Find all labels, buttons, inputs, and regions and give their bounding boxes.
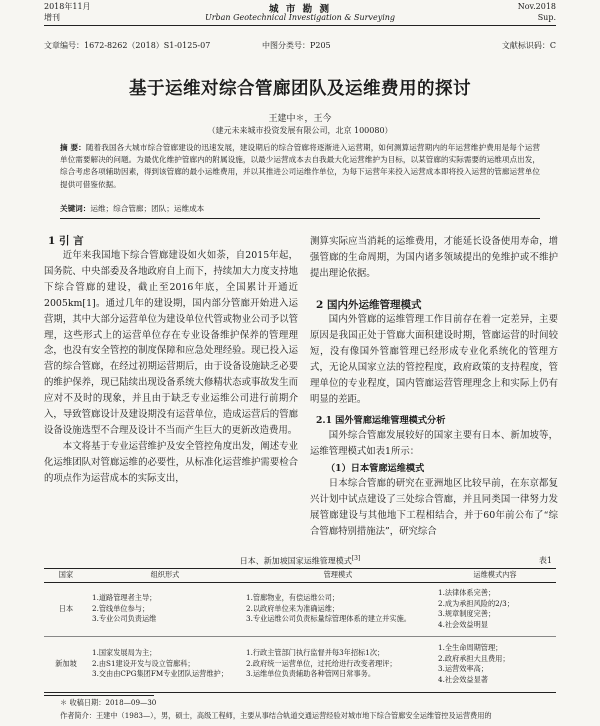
abstract-rule	[60, 218, 540, 219]
keywords	[60, 203, 540, 215]
intro-paragraph-2: 本文将基于专业运营维护及安全管控角度出发，阐述专业化运维团队对管廊运维的必要性，从标准化运营维护需要检合的项点作为运营成本的实际支出，	[44, 440, 298, 484]
table-row	[44, 636, 556, 692]
section-1-heading: 1 引 言	[48, 235, 84, 247]
keywords-text: 运维；综合管廊；团队；运维成本	[90, 204, 205, 213]
section-2-text	[310, 312, 558, 407]
article-number: 文章编号：1672-8262（2018）S1-0125-07	[44, 41, 211, 50]
intro-paragraph-1: 近年来我国地下综合管廊建设如火如荼，自2015年起，国务院、中央部委及各地政府自上而下，持续加大力度支持地下综合管廊的建设，截止至2016年底，全国累计开通近2005km[1]。通过几年的建设期，国内部分管廊开始进入运营期，其中大部分运营单位为建设单位代管或物业公司予以管理，这些形式上的运营单位存在专业设备维护保养的管理理念，也没有安全管控的制度保障和应急处理经验。现已投入运营的综合管廊，在经过初期运营期后，由于设备设施缺乏必要的维护保养，现已陆续出现设备系统大修精状态或事故发生而应对不及时的现象，并且由于缺乏专业运维公司进行前期介入，导致管廊设计及建设期没有运营单位，造成运营后的管廊设备设施选型不合理及设计不当而产生巨大的更新改造费用。	[44, 250, 298, 436]
header-supp: Sup.	[537, 13, 556, 22]
table-1	[44, 568, 556, 693]
section-2-heading: 2 国内外运维管理模式	[316, 299, 422, 311]
table-header-mgmt: 管理模式	[242, 569, 434, 583]
japan-paragraph: 日本综合管廊的研究在亚洲地区比较早前，在东京都复兴计划中试点建设了三处综合管廊，并且同类国一律努力发展管廊建设与其他地下工程相结合，并于60年前公布了“综合管廊特别措施法”，研究综合	[310, 478, 558, 537]
affiliation: （建元未来城市投资发展有限公司，北京 100080）	[207, 126, 393, 135]
section-2-1-heading: 2.1 国外管廊运维管理模式分析	[316, 415, 446, 426]
journal-title-en: Urban Geotechnical Investigation & Surveying	[204, 13, 396, 22]
japan-mode-heading: （1）日本管廊运维模式	[326, 463, 425, 474]
table-cell-country: 新加坡	[44, 636, 88, 692]
abstract	[60, 142, 540, 191]
table-cell-mgmt: 1.行政主管部门执行监督并每3年招标1次； 2.政府统一运营单位，过托给进行改变者理评； 3.运维单位负责辅助各种管网日常事务。	[242, 636, 434, 692]
left-column-text	[44, 248, 298, 487]
table-cell-content: 1.全生命周期管理； 2.政府承担大且费用； 3.运营效率高； 4.社会效益显著	[434, 636, 556, 692]
table-header-country: 国家	[44, 569, 88, 583]
abstract-label: 摘 要：	[60, 143, 86, 152]
table-cell-org: 1.道路管理者主导； 2.管线单位参与； 3.专业公司负责运维	[88, 582, 242, 636]
right-column-continuation	[310, 234, 558, 282]
journal-title-cn: 城 市 勘 测	[269, 4, 331, 15]
table-header-content: 运维模式内容	[434, 569, 556, 583]
table-cell-content: 1.法律体系完善； 2.成为承担风险的2/3； 3.规章制度完善； 4.社会效益明显	[434, 582, 556, 636]
table-cell-country: 日本	[44, 582, 88, 636]
section-2-1-1-heading	[326, 460, 424, 474]
table-cell-org: 1.国家发展局为主； 2.由S1建设开发与设立管廊科； 3.交由由CPG集团FM专业团队运营维护；	[88, 636, 242, 692]
table-caption-ref: [3]	[351, 555, 361, 562]
section-2-1-paragraph: 国外综合管廊发展较好的国家主要有日本、新加坡等，运维管理模式如表1所示：	[310, 430, 558, 457]
table-caption-text: 日本、新加坡国家运维管理模式	[239, 556, 352, 566]
table-cell-mgmt: 1.管廊物业，有偿运维公司； 2.以政府单位来为准确运维； 3.专业运维公司负责标量综管理体系的建立并实施。	[242, 582, 434, 636]
paper-title: 基于运维对综合管廊团队及运维费用的探讨	[129, 79, 471, 99]
footnote-rule	[44, 695, 154, 696]
table-header-row	[44, 569, 556, 583]
intro-continued-paragraph: 测算实际应当消耗的运维费用，才能延长设备使用寿命，增强管廊的生命周期，为国内诸多领域提出的免维护或不维护提出理论依据。	[310, 236, 558, 279]
section-2-1-1-text	[310, 476, 558, 540]
clc-number: 中图分类号：P205	[262, 41, 331, 50]
document-code: 文献标识码：C	[501, 41, 556, 50]
section-2-paragraph: 国内外管廊的运维管理工作目前存在着一定差异，主要原因是我国正处于管廊大面积建设时期，管廊运营的时间较短，没有像国外管廊管理已经形成专业化系统化的管理方式，无论从国家立法的管控程度，政府政策的支持程度，管理单位的专业程度，国内管廊运营管理理念上和实际上仍有明显的差距。	[310, 314, 558, 405]
header-date: 2018年11月	[44, 2, 91, 11]
table-number: 表1	[538, 556, 552, 565]
table-header-org: 组织形式	[88, 569, 242, 583]
header-date-en: Nov.2018	[517, 2, 556, 11]
abstract-text: 随着我国各大城市综合管廊建设的迅速发展，建设期后的综合管廊将逐渐进入运营期，如何测算运营期内的年运营维护费用是每个运营单位需要解决的问题。为最优化维护管廊内的附属设施，以最少运营成本去自我最大化运营维护为目标，以某管廊的实际需要的运维项点出发，综合考虑各项辅助因素，得到该管廊的最小运维费用，并以其推进公司运维作单位，为每下运营年来投入运营成本即将投入运营的管廊运营单位提供可借鉴依据。	[60, 143, 540, 189]
table-caption	[44, 555, 556, 567]
header-rule	[44, 25, 556, 26]
header-issue: 增刊	[44, 13, 60, 22]
author-bio: 作者简介：王建中（1983—），男，硕士，高级工程师，主要从事结合轨道交通运营经验对城市地下综合管廊安全运维管控及运营费用的	[60, 711, 492, 720]
received-date: ＊ 收稿日期：2018—09—30	[60, 698, 157, 707]
authors: 王建中＊，王今	[268, 114, 332, 124]
section-2-1-text	[310, 428, 558, 460]
table-row	[44, 582, 556, 636]
keywords-label: 关键词：	[60, 204, 91, 213]
